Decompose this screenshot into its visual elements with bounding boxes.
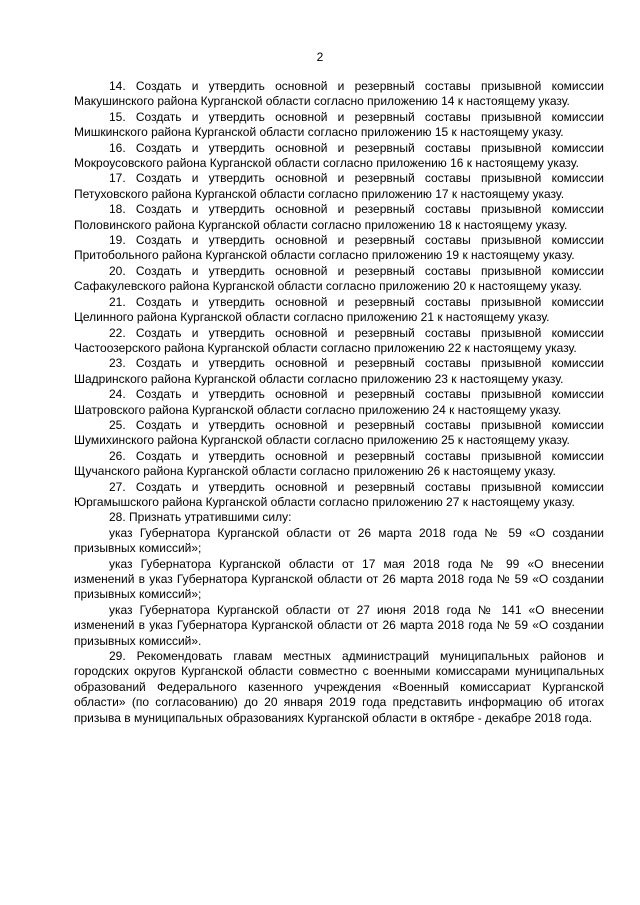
repealed-decree-3: указ Губернатора Курганской области от 27 июня 2018 года № 141 «О внесении изменений в указ Губернатора Курганской области от 26 марта 2018 года № 59 «О создании призывных комиссий». bbox=[74, 602, 604, 648]
paragraph-18: 18. Создать и утвердить основной и резервный составы призывной комиссии Половинского района Курганской области согласно приложению 18 к настоящему указу. bbox=[74, 202, 604, 232]
paragraph-22: 22. Создать и утвердить основной и резервный составы призывной комиссии Частоозерского района Курганской области согласно приложению 22 к настоящему указу. bbox=[74, 325, 604, 355]
paragraph-14: 14. Создать и утвердить основной и резервный составы призывной комиссии Макушинского района Курганской области согласно приложению 14 к настоящему указу. bbox=[74, 79, 604, 109]
paragraph-27: 27. Создать и утвердить основной и резервный составы призывной комиссии Юргамышского района Курганской области согласно приложению 27 к настоящему указу. bbox=[74, 479, 604, 509]
paragraph-24: 24. Создать и утвердить основной и резервный составы призывной комиссии Шатровского района Курганской области согласно приложению 24 к настоящему указу. bbox=[74, 387, 604, 417]
paragraph-25: 25. Создать и утвердить основной и резервный составы призывной комиссии Шумихинского района Курганской области согласно приложению 25 к настоящему указу. bbox=[74, 417, 604, 448]
repealed-decree-2: указ Губернатора Курганской области от 17 мая 2018 года № 99 «О внесении изменений в указ Губернатора Курганской области от 26 марта 2018 года № 59 «О создании призывных комиссий»; bbox=[74, 556, 604, 602]
paragraph-16: 16. Создать и утвердить основной и резервный составы призывной комиссии Мокроусовского района Курганской области согласно приложению 16 к настоящему указу. bbox=[74, 140, 604, 171]
document-body bbox=[74, 79, 604, 726]
paragraph-28: 28. Признать утратившими силу: bbox=[109, 510, 292, 525]
paragraph-17: 17. Создать и утвердить основной и резервный составы призывной комиссии Петуховского района Курганской области согласно приложению 17 к настоящему указу. bbox=[74, 171, 604, 201]
paragraph-29: 29. Рекомендовать главам местных администраций муниципальных районов и городских округов Курганской области совместно с военными комиссарами муниципальных образований Федерального казенного учреждения «Военный комиссариат Курганской области» (по согласованию) до 20 января 2019 года представить информацию об итогах призыва в муниципальных образованиях Курганской области в октябре - декабре 2018 года. bbox=[74, 649, 604, 725]
paragraph-21: 21. Создать и утвердить основной и резервный составы призывной комиссии Целинного района Курганской области согласно приложению 21 к настоящему указу. bbox=[74, 294, 604, 325]
paragraph-26: 26. Создать и утвердить основной и резервный составы призывной комиссии Щучанского района Курганской области согласно приложению 26 к настоящему указу. bbox=[74, 448, 604, 479]
paragraph-20: 20. Создать и утвердить основной и резервный составы призывной комиссии Сафакулевского района Курганской области согласно приложению 20 к настоящему указу. bbox=[74, 263, 604, 294]
paragraph-23: 23. Создать и утвердить основной и резервный составы призывной комиссии Шадринского района Курганской области согласно приложению 23 к настоящему указу. bbox=[74, 356, 604, 386]
page-number: 2 bbox=[316, 50, 324, 64]
repealed-decree-1: указ Губернатора Курганской области от 26 марта 2018 года № 59 «О создании призывных комиссий»; bbox=[74, 525, 604, 556]
paragraph-15: 15. Создать и утвердить основной и резервный составы призывной комиссии Мишкинского района Курганской области согласно приложению 15 к настоящему указу. bbox=[74, 109, 604, 140]
paragraph-19: 19. Создать и утвердить основной и резервный составы призывной комиссии Притобольного района Курганской области согласно приложению 19 к настоящему указу. bbox=[74, 233, 604, 263]
